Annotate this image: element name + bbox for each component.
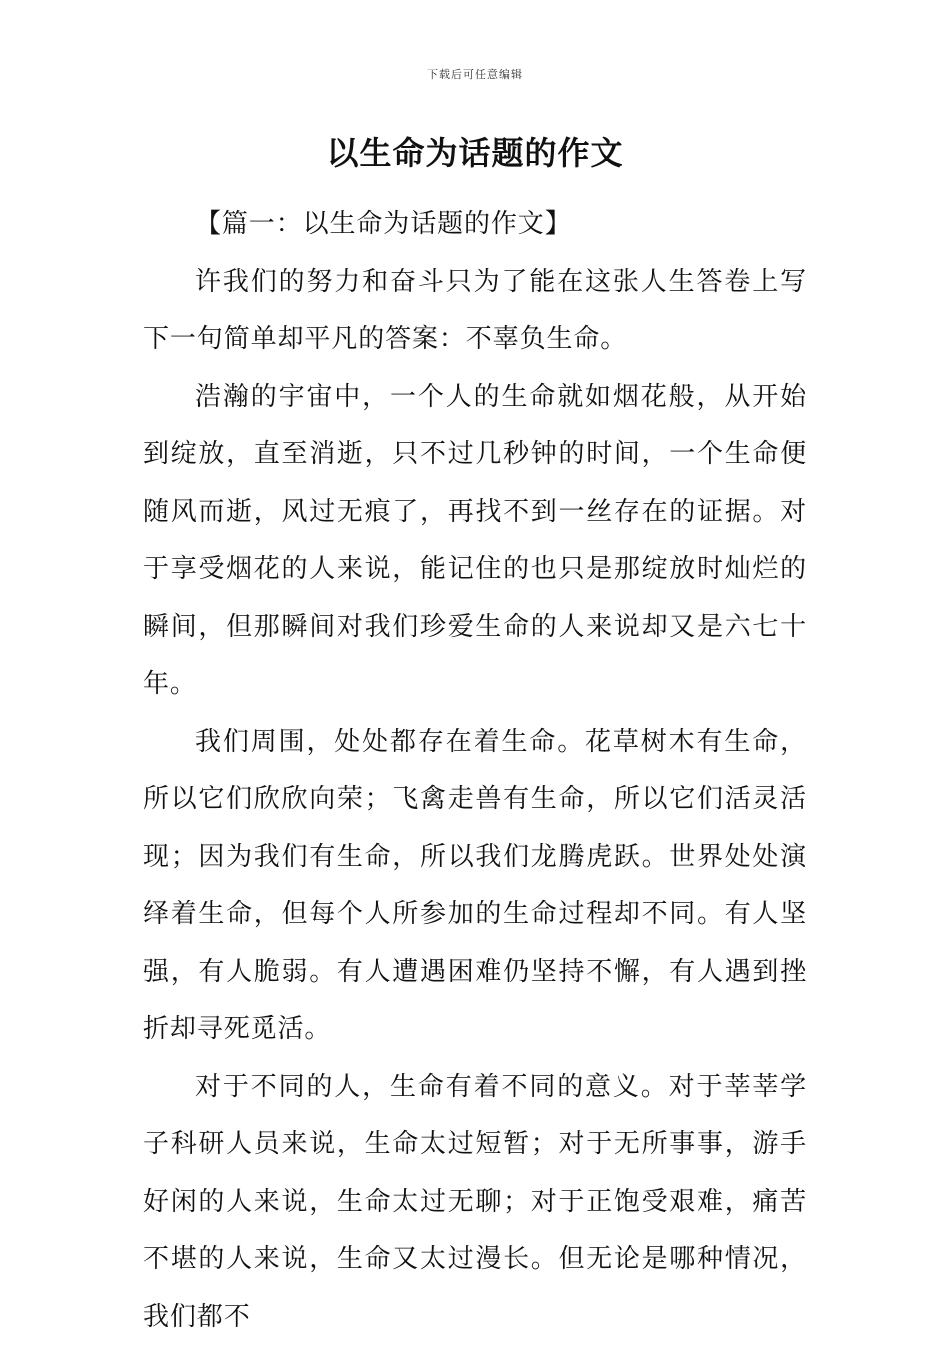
paragraph: 对于不同的人，生命有着不同的意义。对于莘莘学子科研人员来说，生命太过短暂；对于无所事事，游手好闲的人来说，生命太过无聊；对于正饱受艰难，痛苦不堪的人来说，生命又太过漫长。但无论是哪种情况，我们都不 <box>143 1059 807 1346</box>
document-body <box>143 196 807 1346</box>
paragraph: 浩瀚的宇宙中，一个人的生命就如烟花般，从开始到绽放，直至消逝，只不过几秒钟的时间，一个生命便随风而逝，风过无痕了，再找不到一丝存在的证据。对于享受烟花的人来说，能记住的也只是那绽放时灿烂的瞬间，但那瞬间对我们珍爱生命的人来说却又是六七十年。 <box>143 369 807 714</box>
header-note: 下载后可任意编辑 <box>0 66 950 82</box>
section-heading: 【篇一：以生命为话题的作文】 <box>143 196 807 254</box>
paragraph: 许我们的努力和奋斗只为了能在这张人生答卷上写下一句简单却平凡的答案：不辜负生命。 <box>143 254 807 369</box>
document-title: 以生命为话题的作文 <box>0 128 950 174</box>
paragraph: 我们周围，处处都存在着生命。花草树木有生命，所以它们欣欣向荣；飞禽走兽有生命，所以它们活灵活现；因为我们有生命，所以我们龙腾虎跃。世界处处演绎着生命，但每个人所参加的生命过程却不同。有人坚强，有人脆弱。有人遭遇困难仍坚持不懈，有人遇到挫折却寻死觅活。 <box>143 714 807 1059</box>
